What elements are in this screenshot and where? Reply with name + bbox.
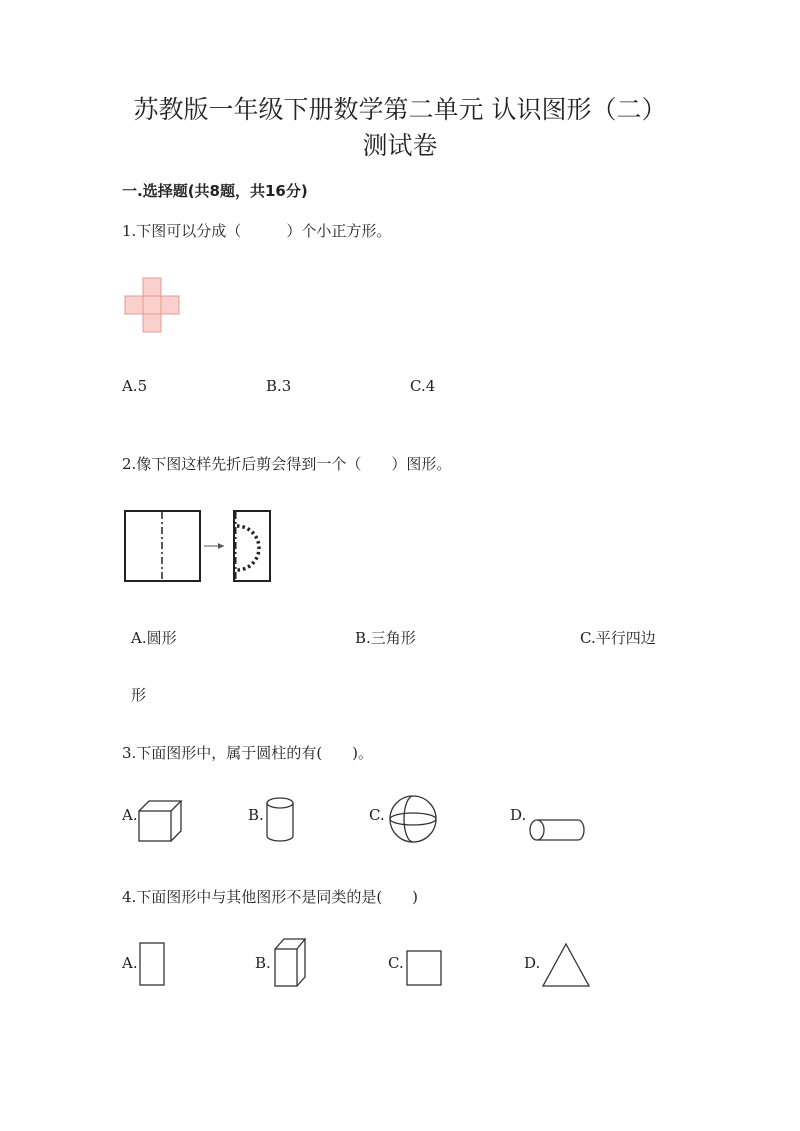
rectangle-figure — [139, 942, 167, 988]
q3-option-b[interactable]: B. — [248, 806, 264, 824]
q4-option-a[interactable]: A. — [122, 954, 138, 972]
q3-option-a[interactable]: A. — [122, 806, 138, 824]
triangle-figure — [542, 942, 592, 988]
q4-option-d[interactable]: D. — [524, 954, 541, 972]
question-2-text: 2.像下图这样先折后剪会得到一个（ ）图形。 — [122, 455, 452, 473]
cuboid-figure — [274, 938, 308, 988]
square-figure — [406, 950, 444, 988]
section-heading: 一.选择题(共8题，共16分) — [122, 182, 308, 200]
q1-option-c[interactable]: C.4 — [410, 377, 436, 395]
q3-option-d[interactable]: D. — [510, 806, 527, 824]
q2-option-c[interactable]: C.平行四边 — [580, 629, 656, 647]
q4-option-b[interactable]: B. — [255, 954, 271, 972]
q4-option-c[interactable]: C. — [388, 954, 404, 972]
sphere-figure — [388, 795, 438, 845]
question-3-text: 3.下面图形中，属于圆柱的有( )。 — [122, 744, 374, 762]
question-4-text: 4.下面图形中与其他图形不是同类的是( ) — [122, 888, 419, 906]
page-title: 苏教版一年级下册数学第二单元 认识图形（二） — [133, 95, 667, 124]
cube-figure — [138, 800, 184, 842]
q1-option-a[interactable]: A.5 — [122, 377, 148, 395]
horizontal-cylinder-figure — [528, 818, 586, 844]
upright-cylinder-figure — [266, 797, 296, 843]
q3-option-c[interactable]: C. — [369, 806, 385, 824]
q2-option-c-wrap: 形 — [131, 686, 147, 704]
question-1-text: 1.下图可以分成（ ）个小正方形。 — [122, 222, 392, 240]
q2-option-a[interactable]: A.圆形 — [131, 629, 177, 647]
cross-shape-figure — [125, 278, 180, 333]
q1-option-b[interactable]: B.3 — [266, 377, 292, 395]
fold-cut-figure — [124, 510, 274, 584]
page-subtitle: 测试卷 — [362, 131, 438, 160]
q2-option-b[interactable]: B.三角形 — [355, 629, 416, 647]
